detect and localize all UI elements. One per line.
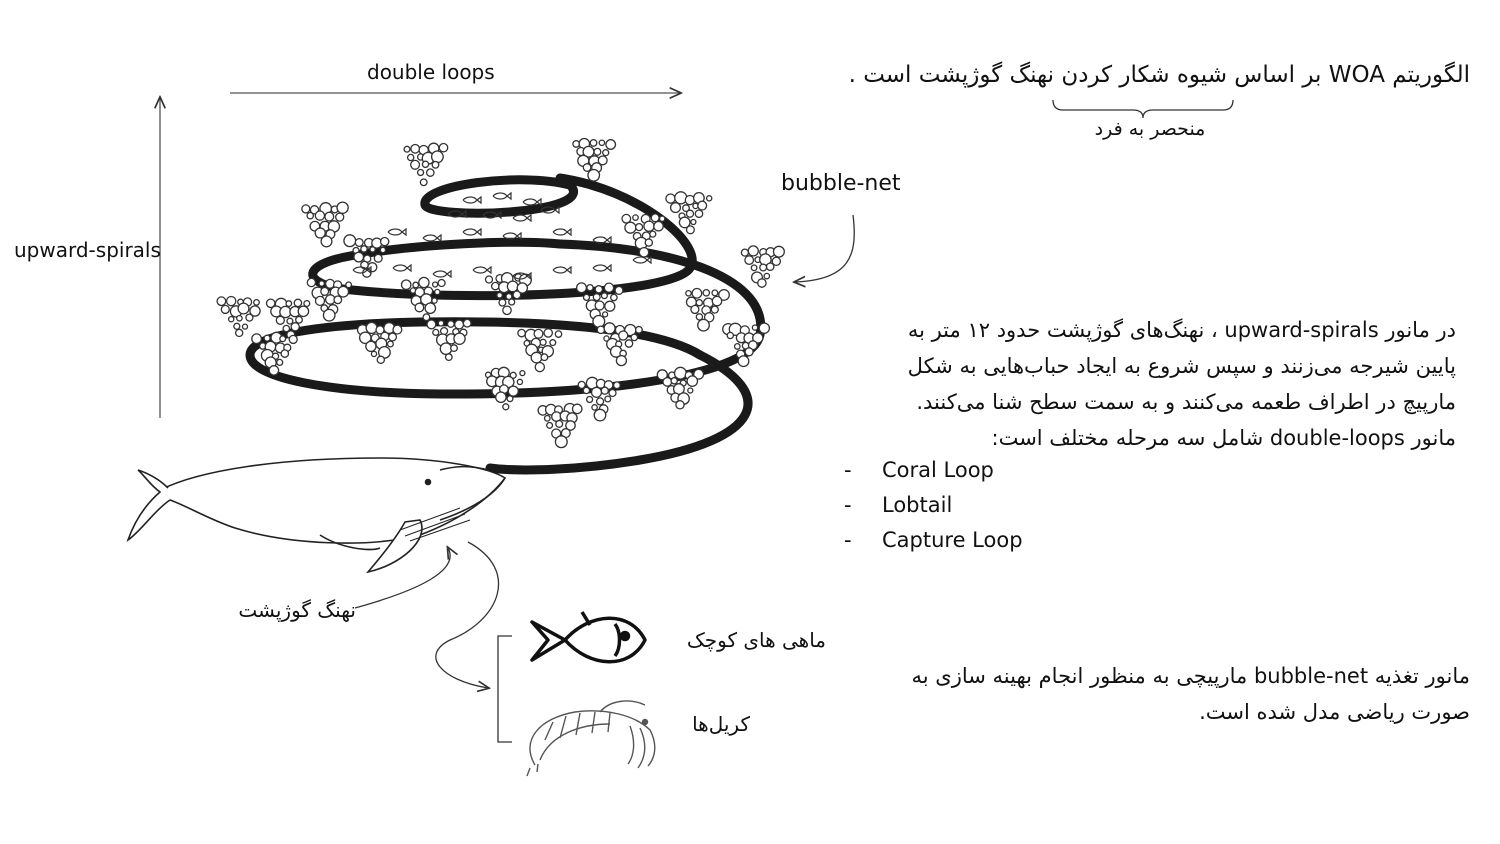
- bubble: [277, 359, 283, 365]
- bubble: [751, 265, 757, 271]
- bubble: [601, 387, 608, 394]
- bubble: [650, 231, 656, 237]
- bubble: [291, 323, 299, 331]
- stage-bullet: -: [844, 527, 852, 552]
- bubble: [316, 296, 325, 305]
- bubble: [651, 214, 659, 222]
- bubble: [625, 340, 632, 347]
- bubble: [234, 323, 240, 329]
- bubble: [432, 162, 439, 169]
- bubble: [243, 324, 248, 329]
- underline-brace: [1053, 100, 1233, 118]
- bubble: [229, 317, 234, 322]
- bubble: [432, 298, 437, 303]
- bubble: [354, 252, 364, 262]
- prey-fish: [433, 271, 451, 277]
- bubble: [686, 291, 691, 296]
- bubble-clusters: [217, 139, 784, 448]
- bubble: [555, 436, 567, 448]
- stage-label: Coral Loop: [882, 457, 994, 482]
- brace-label: منحصر به فرد: [1094, 118, 1206, 140]
- bubble: [446, 354, 453, 361]
- bubble: [246, 314, 253, 321]
- bubble: [774, 246, 785, 257]
- bubble: [759, 323, 769, 333]
- bubble: [435, 289, 440, 294]
- bubble: [671, 378, 677, 384]
- bubble: [712, 296, 721, 305]
- bubble: [603, 150, 609, 156]
- bubble: [531, 352, 542, 363]
- bubble: [321, 288, 329, 296]
- bubble: [393, 325, 402, 334]
- stage-item: [836, 487, 1456, 522]
- prey-fish: [633, 257, 651, 263]
- bubble: [298, 306, 308, 316]
- bubble: [603, 312, 608, 317]
- prey-fish: [593, 265, 611, 271]
- bubble: [541, 354, 548, 361]
- bubble: [289, 335, 297, 343]
- bubble: [415, 303, 424, 312]
- prey-fish: [553, 229, 571, 235]
- prey-fish: [388, 229, 406, 235]
- bubble: [513, 291, 521, 299]
- bubble: [639, 248, 648, 257]
- prey-fish: [473, 267, 491, 273]
- bubble: [696, 300, 702, 306]
- prey-fish-school: [353, 193, 651, 279]
- bubble: [675, 367, 687, 379]
- bubble: [599, 140, 604, 145]
- bubble: [286, 301, 292, 307]
- stage-label: Capture Loop: [882, 527, 1023, 552]
- bubble: [604, 283, 613, 292]
- bubble: [264, 335, 270, 341]
- conclusion-line: صورت ریاضی مدل شده است.: [1199, 700, 1470, 724]
- bubble: [419, 277, 429, 287]
- bubble: [507, 396, 513, 402]
- bubble: [633, 215, 638, 220]
- bubble: [337, 202, 348, 213]
- description: [836, 312, 1456, 456]
- bubble: [221, 305, 229, 313]
- bubble: [281, 350, 288, 357]
- bubble: [438, 321, 443, 326]
- bubble: [625, 222, 636, 233]
- bubble: [535, 363, 544, 372]
- bubble: [427, 169, 434, 176]
- bubble: [764, 273, 769, 278]
- bubble: [336, 213, 344, 221]
- fish-icon: [532, 612, 645, 662]
- bubble: [380, 247, 385, 252]
- bubble: [767, 263, 774, 270]
- bubble: [741, 249, 748, 256]
- bubble: [593, 294, 600, 301]
- bubble: [752, 325, 757, 330]
- bubble: [594, 148, 601, 155]
- bubble: [636, 224, 643, 231]
- bubble: [604, 323, 615, 334]
- bubble: [425, 303, 435, 313]
- fish-label: ماهی های کوچک: [686, 628, 826, 652]
- bubble: [413, 282, 419, 288]
- bubble: [534, 329, 543, 338]
- bubble: [547, 423, 553, 429]
- bubble: [712, 290, 718, 296]
- bubble: [698, 201, 707, 210]
- humpback-whale-drawing: [128, 458, 505, 572]
- bubble: [438, 280, 445, 287]
- bubble: [520, 371, 525, 376]
- bubble: [695, 210, 702, 217]
- bubble: [381, 238, 389, 246]
- bubble: [735, 344, 741, 350]
- bubble: [427, 320, 436, 329]
- bubble: [374, 254, 382, 262]
- stage-bullet: -: [844, 492, 852, 517]
- bubble: [503, 306, 511, 314]
- stage-bullet: -: [844, 457, 852, 482]
- bubble: [319, 281, 324, 286]
- bubble: [315, 211, 324, 220]
- bubble: [584, 294, 590, 300]
- bubble: [388, 341, 394, 347]
- stage-label: Lobtail: [882, 492, 953, 517]
- double-loops-label: double loops: [367, 60, 495, 84]
- bubble: [758, 279, 766, 287]
- bubble: [676, 401, 684, 409]
- bubble: [556, 421, 563, 428]
- bubble: [592, 405, 597, 410]
- bubble: [237, 316, 242, 321]
- bubble: [588, 170, 600, 182]
- bubble: [420, 179, 427, 186]
- bubble: [707, 196, 712, 201]
- bubble: [294, 299, 301, 306]
- krill-icon: [527, 701, 655, 776]
- description-line: مانور double-loops شامل سه مرحله مختلف است:: [991, 426, 1456, 450]
- bubble: [361, 246, 367, 252]
- bubble: [654, 222, 663, 231]
- bubble: [321, 236, 332, 247]
- bubble: [614, 382, 621, 389]
- bubble: [497, 293, 502, 298]
- bubble: [217, 297, 226, 306]
- bubble: [590, 140, 597, 147]
- bubble: [745, 256, 754, 265]
- bubble: [573, 404, 582, 413]
- bubble: [323, 309, 335, 321]
- bubble: [492, 282, 499, 289]
- bubble: [418, 170, 424, 176]
- bubble: [583, 387, 589, 393]
- bubble: [389, 333, 397, 341]
- bubble: [252, 334, 262, 344]
- bubble: [355, 239, 363, 247]
- bubble: [344, 235, 356, 247]
- bubble: [451, 345, 458, 352]
- bubble: [687, 210, 694, 217]
- bubble: [636, 327, 643, 334]
- prey-fish: [553, 267, 571, 273]
- bubble: [463, 319, 471, 327]
- bubble: [544, 329, 552, 337]
- bubble: [439, 144, 447, 152]
- bubble: [455, 320, 464, 329]
- stage-item: [836, 452, 1456, 487]
- bubble: [366, 322, 377, 333]
- bubble: [432, 151, 444, 163]
- description-line: پایین شیرجه می‌زنند و سپس شروع به ایجاد حباب‌هایی به شکل: [907, 354, 1456, 378]
- bubble: [325, 212, 334, 221]
- bubble: [408, 154, 414, 160]
- bubble: [433, 282, 438, 287]
- bubble: [304, 301, 310, 307]
- bubble: [592, 387, 602, 397]
- prey-fish: [463, 229, 481, 235]
- bubble: [687, 226, 695, 234]
- bubble: [745, 348, 753, 356]
- bubble: [238, 303, 249, 314]
- bubble: [550, 340, 556, 346]
- bubble: [703, 290, 709, 296]
- prey-bracket: [498, 636, 512, 742]
- bubble: [691, 220, 696, 225]
- bubble: [346, 282, 352, 288]
- bubble: [503, 404, 509, 410]
- bubble: [671, 203, 681, 213]
- prey-fish: [513, 215, 531, 221]
- prey-fish: [463, 197, 481, 203]
- bubble: [595, 286, 602, 293]
- bubble: [609, 390, 616, 397]
- bubble: [605, 396, 611, 402]
- bubble: [338, 286, 349, 297]
- whale-label: نهنگ گوژپشت: [238, 598, 356, 622]
- bubble: [366, 341, 376, 351]
- bubble: [555, 331, 561, 337]
- bubble: [518, 329, 525, 336]
- bubble: [423, 314, 430, 321]
- bubble: [688, 388, 693, 393]
- stage-list: [836, 452, 1456, 557]
- bubble: [280, 336, 286, 342]
- bubble: [411, 145, 420, 154]
- stage-item: [836, 522, 1456, 557]
- prey-pointer: [436, 542, 499, 688]
- bubble: [370, 247, 375, 252]
- bubble: [578, 381, 585, 388]
- bubble: [302, 205, 310, 213]
- bubble: [727, 332, 733, 338]
- bubble: [593, 316, 605, 328]
- bubble: [440, 343, 451, 354]
- bubble: [540, 339, 546, 345]
- bubble: [587, 285, 593, 291]
- bubble: [377, 356, 384, 363]
- bubble: [402, 280, 411, 289]
- bubble: [594, 409, 606, 421]
- bubble-net-label: bubble-net: [781, 171, 901, 196]
- prey-fish: [423, 235, 441, 241]
- bubble: [587, 397, 593, 403]
- bubble: [236, 329, 243, 336]
- bubble: [605, 301, 615, 311]
- bubble: [307, 278, 315, 286]
- bubble: [545, 416, 551, 422]
- bubble: [597, 326, 604, 333]
- bubble: [738, 356, 749, 367]
- bubble: [296, 317, 303, 324]
- bubble: [631, 334, 637, 340]
- bubble: [691, 305, 699, 313]
- bubble: [334, 296, 342, 304]
- bubble: [619, 331, 628, 340]
- bubble: [404, 146, 410, 152]
- bubble: [698, 319, 710, 331]
- bubble: [326, 279, 335, 288]
- bubble: [663, 378, 672, 387]
- bubble: [496, 392, 506, 402]
- bubble: [287, 318, 293, 324]
- upward-spirals-label: upward-spirals: [14, 238, 161, 262]
- bubble: [486, 276, 493, 283]
- bubble: [660, 216, 665, 221]
- bubble: [611, 294, 617, 300]
- bubble: [748, 246, 758, 256]
- bubble: [692, 289, 702, 299]
- bubble: [597, 398, 604, 405]
- bubble: [454, 333, 465, 344]
- bubble: [509, 299, 515, 305]
- bubble: [687, 376, 697, 386]
- bubble: [615, 287, 623, 295]
- bubble: [583, 164, 591, 172]
- bubble: [276, 316, 284, 324]
- description-line: در مانور upward-spirals ، نهنگ‌های گوژپشت حدود ۱۲ متر به: [907, 318, 1456, 342]
- bubble: [411, 160, 420, 169]
- bubble: [227, 297, 236, 306]
- bubble: [760, 264, 767, 271]
- bubble: [517, 379, 522, 384]
- bubble: [448, 321, 455, 328]
- conclusion-line: مانور تغذیه bubble-net مارپیچی به منظور انجام بهینه سازی به: [911, 664, 1470, 688]
- bubble: [307, 213, 313, 219]
- bubble: [254, 300, 260, 306]
- description-line: مارپیچ در اطراف طعمه می‌کنند و به سمت سطح شنا می‌کنند.: [916, 390, 1456, 414]
- bubble: [644, 221, 654, 231]
- bubble: [666, 194, 675, 203]
- bubble: [645, 239, 652, 246]
- bubble-net-pointer: [795, 215, 854, 282]
- prey-fish: [493, 193, 511, 199]
- bubble: [507, 281, 518, 292]
- bubble: [602, 293, 608, 299]
- bubble: [606, 140, 616, 150]
- bubble: [675, 192, 687, 204]
- bubble: [577, 283, 587, 293]
- krill-label: کریل‌ها: [692, 712, 750, 736]
- page-title: الگوریتم WOA بر اساس شیوه شکار کردن نهنگ گوژپشت است .: [848, 62, 1470, 88]
- bubble: [371, 351, 376, 356]
- bubble: [499, 299, 506, 306]
- bubble: [433, 329, 439, 335]
- bubble: [269, 366, 278, 375]
- bubble: [422, 161, 428, 167]
- bubble: [616, 356, 626, 366]
- bubble: [711, 306, 718, 313]
- bubble: [508, 386, 518, 396]
- conclusion: [850, 658, 1470, 730]
- prey-fish: [393, 265, 411, 271]
